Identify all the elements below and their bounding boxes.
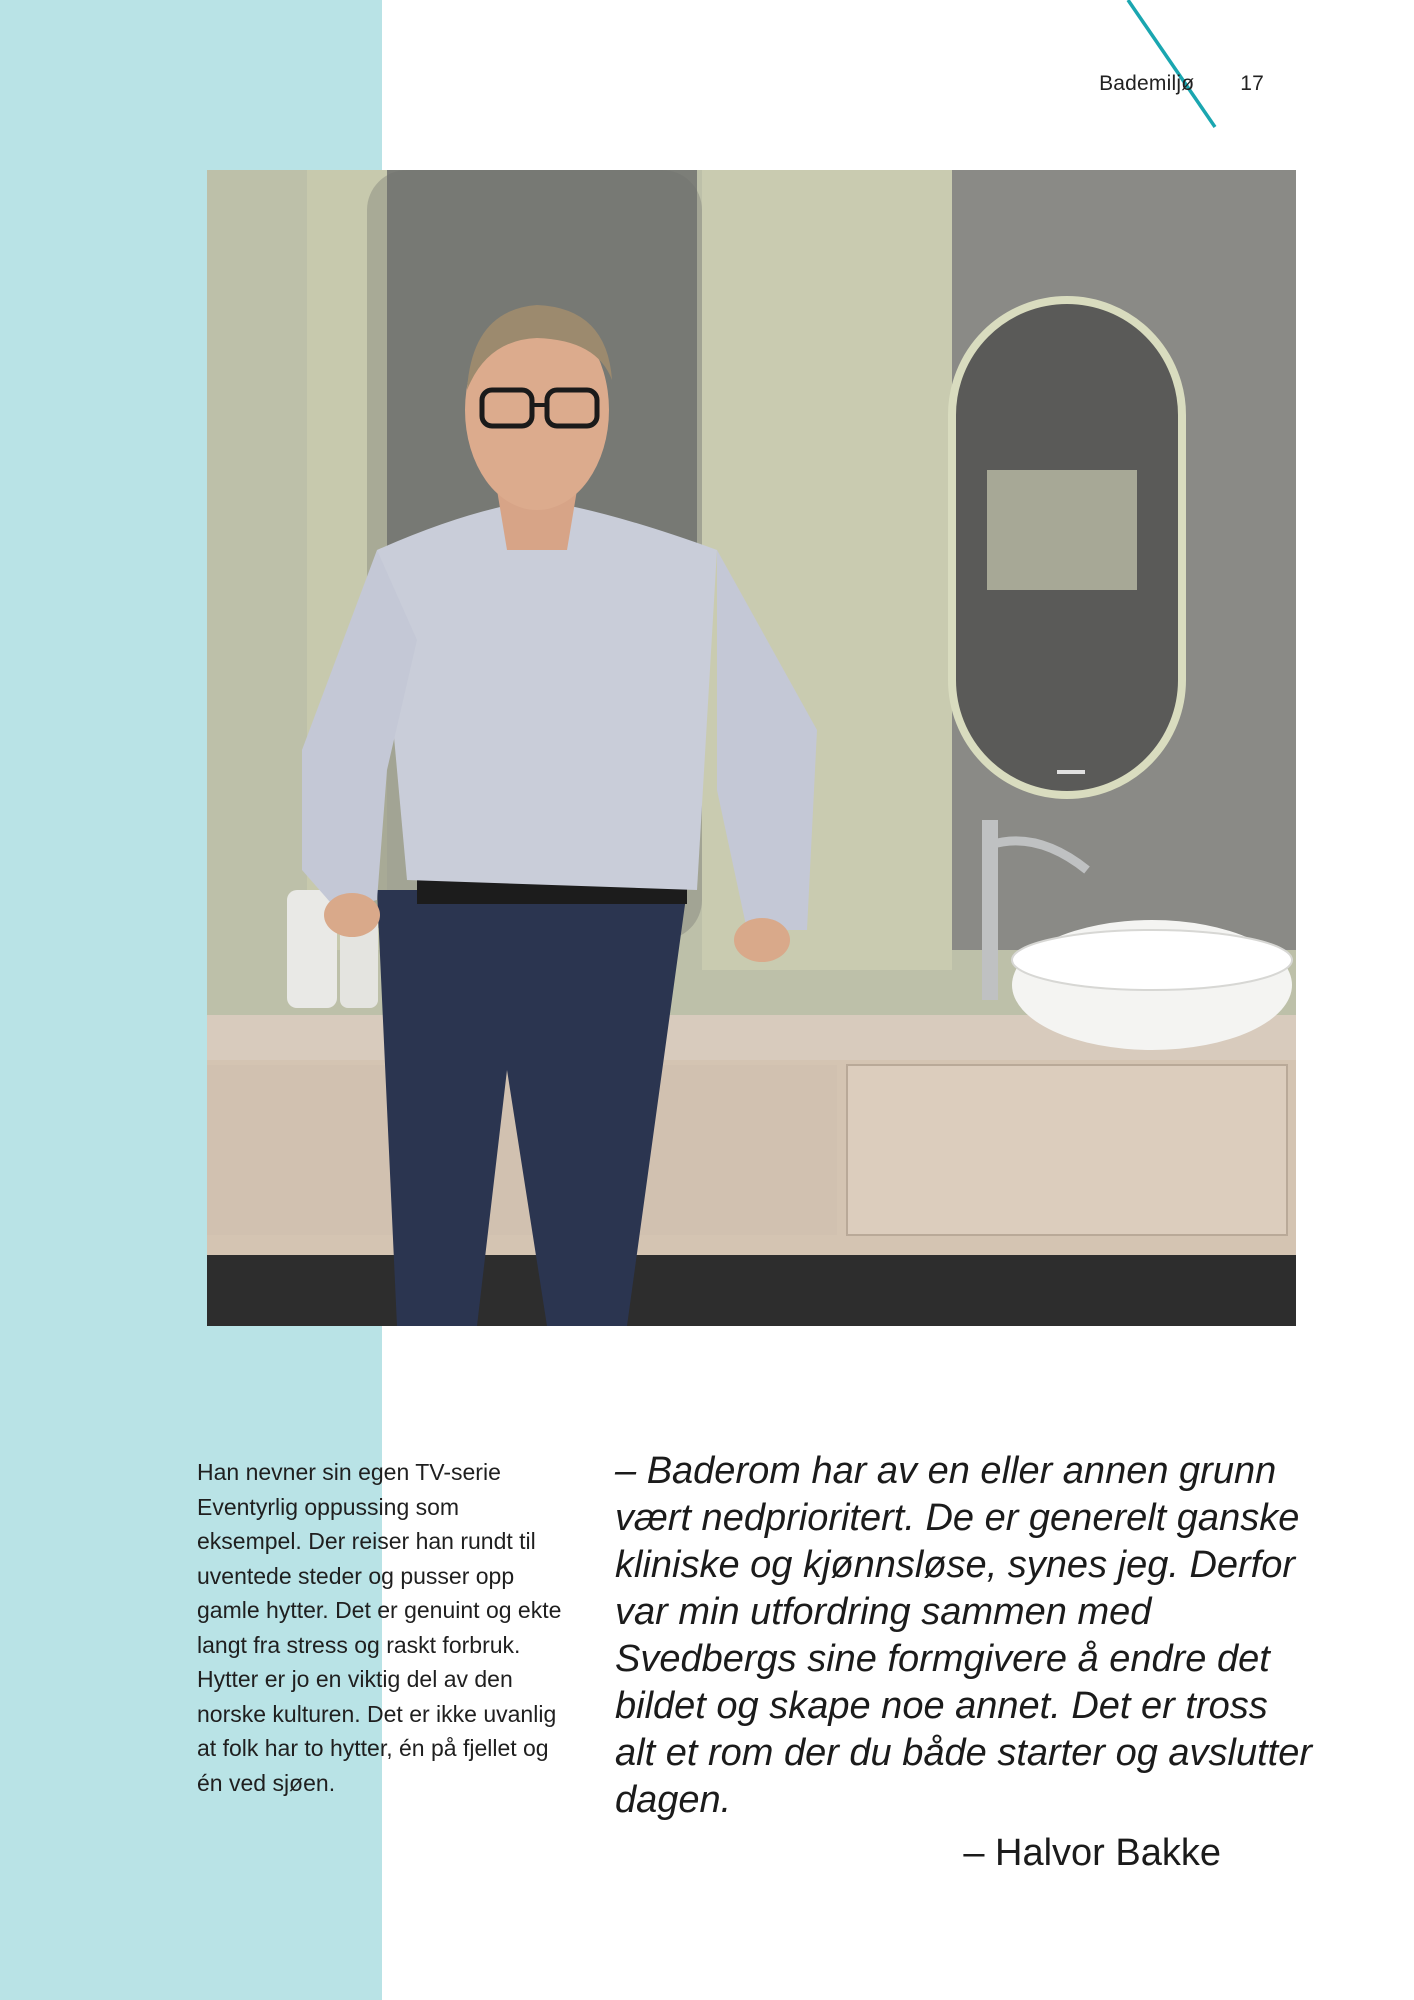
section-title: Bademiljø: [1099, 72, 1195, 95]
page-header: [1099, 72, 1264, 96]
portrait-photo: [207, 170, 1296, 1326]
page-number: 17: [1240, 72, 1264, 95]
body-paragraph: Han nevner sin egen TV-serie Eventyrlig oppussing som eksempel. Der reiser han rundt til uventede steder og pusser opp gamle hytter. Det er genuint og ekte langt fra stress og raskt forbruk. Hytter er jo en viktig del av den norske kulturen. Det er ikke uvanlig at folk har to hytter, én på fjellet og én ved sjøen.: [197, 1459, 562, 1796]
quote-author: – Halvor Bakke: [963, 1832, 1221, 1874]
pull-quote: – Baderom har av en eller annen grunn vært nedprioritert. De er generelt ganske kliniske og kjønnsløse, synes jeg. Derfor var min utfordring sammen med Svedbergs sine formgivere å endre det bildet og skape noe annet. Det er tross alt et rom der du både starter og avslutter dagen.: [615, 1450, 1313, 1821]
accent-line: [1120, 0, 1240, 140]
